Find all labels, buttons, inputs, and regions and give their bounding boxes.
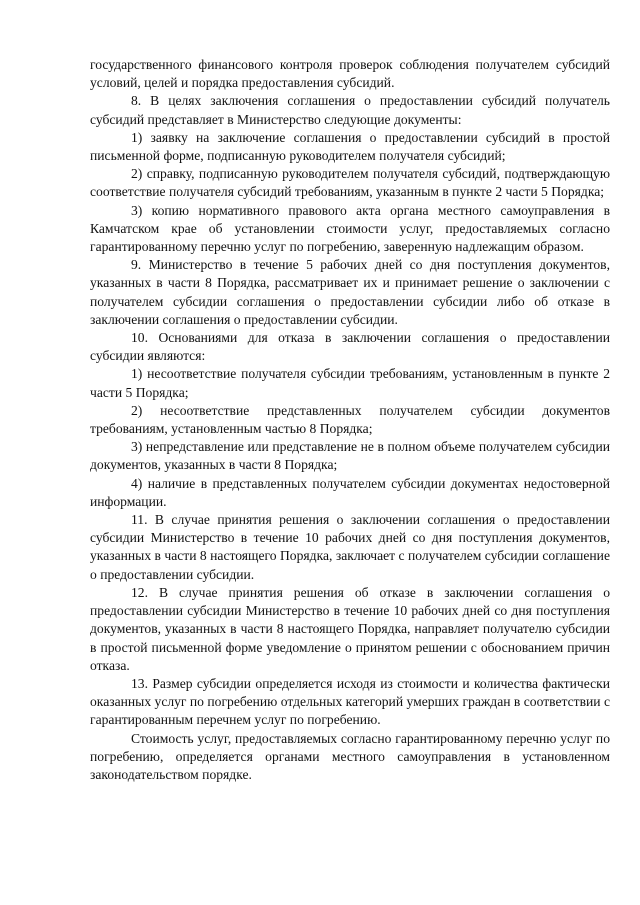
paragraph-clause-10-item-3: 3) непредставление или представление не в полном объеме получателем субсидии документов, указанных в части 8 Порядка;: [90, 439, 610, 473]
paragraph-service-cost: Стоимость услуг, предоставляемых согласно гарантированному перечню услуг по погребению, определяется органами местного самоуправления в установленном законодательством порядке.: [90, 730, 610, 782]
paragraph-clause-10-item-4: 4) наличие в представленных получателем субсидии документах недостоверной информации.: [90, 475, 610, 509]
paragraph-clause-10-item-1: 1) несоответствие получателя субсидии требованиям, установленным в пункте 2 части 5 Порядка;: [90, 366, 610, 400]
document-page: [90, 56, 610, 784]
paragraph-clause-8-item-1: 1) заявку на заключение соглашения о предоставлении субсидий в простой письменной форме, подписанную руководителем получателя субсидий;: [90, 129, 610, 164]
paragraph-clause-9: 9. Министерство в течение 5 рабочих дней со дня поступления документов, указанных в части 8 Порядка, рассматривает их и принимает решение о заключении с получателем субсидии соглашения о предоставлении субсидии либо об отказе в заключении соглашения о предоставлении субсидии.: [90, 257, 610, 327]
paragraph-clause-8: 8. В целях заключения соглашения о предоставлении субсидий получатель субсидий представляет в Министерство следующие документы:: [90, 93, 610, 127]
paragraph-clause-12: 12. В случае принятия решения об отказе в заключении соглашения о предоставлении субсидии Министерство в течение 10 рабочих дней со дня поступления документов, указанных в части 8 настоящего Порядка, направляет получателю субсидии в простой письменной форме уведомление о принятом решении с обоснованием причин отказа.: [90, 584, 610, 673]
paragraph-clause-8-item-2: 2) справку, подписанную руководителем получателя субсидий, подтверждающую соответствие получателя субсидий требованиям, указанным в пункте 2 части 5 Порядка;: [90, 166, 610, 200]
paragraph-clause-13: 13. Размер субсидии определяется исходя из стоимости и количества фактически оказанных услуг по погребению отдельных категорий умерших граждан в соответствии с гарантированным перечнем услуг по погребению.: [90, 675, 610, 728]
paragraph-clause-10: 10. Основаниями для отказа в заключении соглашения о предоставлении субсидии являются:: [90, 330, 610, 364]
paragraph-clause-8-item-3: 3) копию нормативного правового акта органа местного самоуправления в Камчатском крае об установлении стоимости услуг, предоставляемых согласно гарантированному перечню услуг по погребению, заверенную надлежащим образом.: [90, 202, 610, 255]
paragraph-clause-11: 11. В случае принятия решения о заключении соглашения о предоставлении субсидии Министерство в течение 10 рабочих дней со дня поступления документов, указанных в части 8 настоящего Порядка, заключает с получателем субсидии соглашение о предоставлении субсидии.: [90, 512, 610, 582]
paragraph-continuation: государственного финансового контроля проверок соблюдения получателем субсидий условий, целей и порядка предоставления субсидий.: [90, 57, 610, 91]
paragraph-clause-10-item-2: 2) несоответствие представленных получателем субсидии документов требованиям, установленным частью 8 Порядка;: [90, 402, 610, 437]
